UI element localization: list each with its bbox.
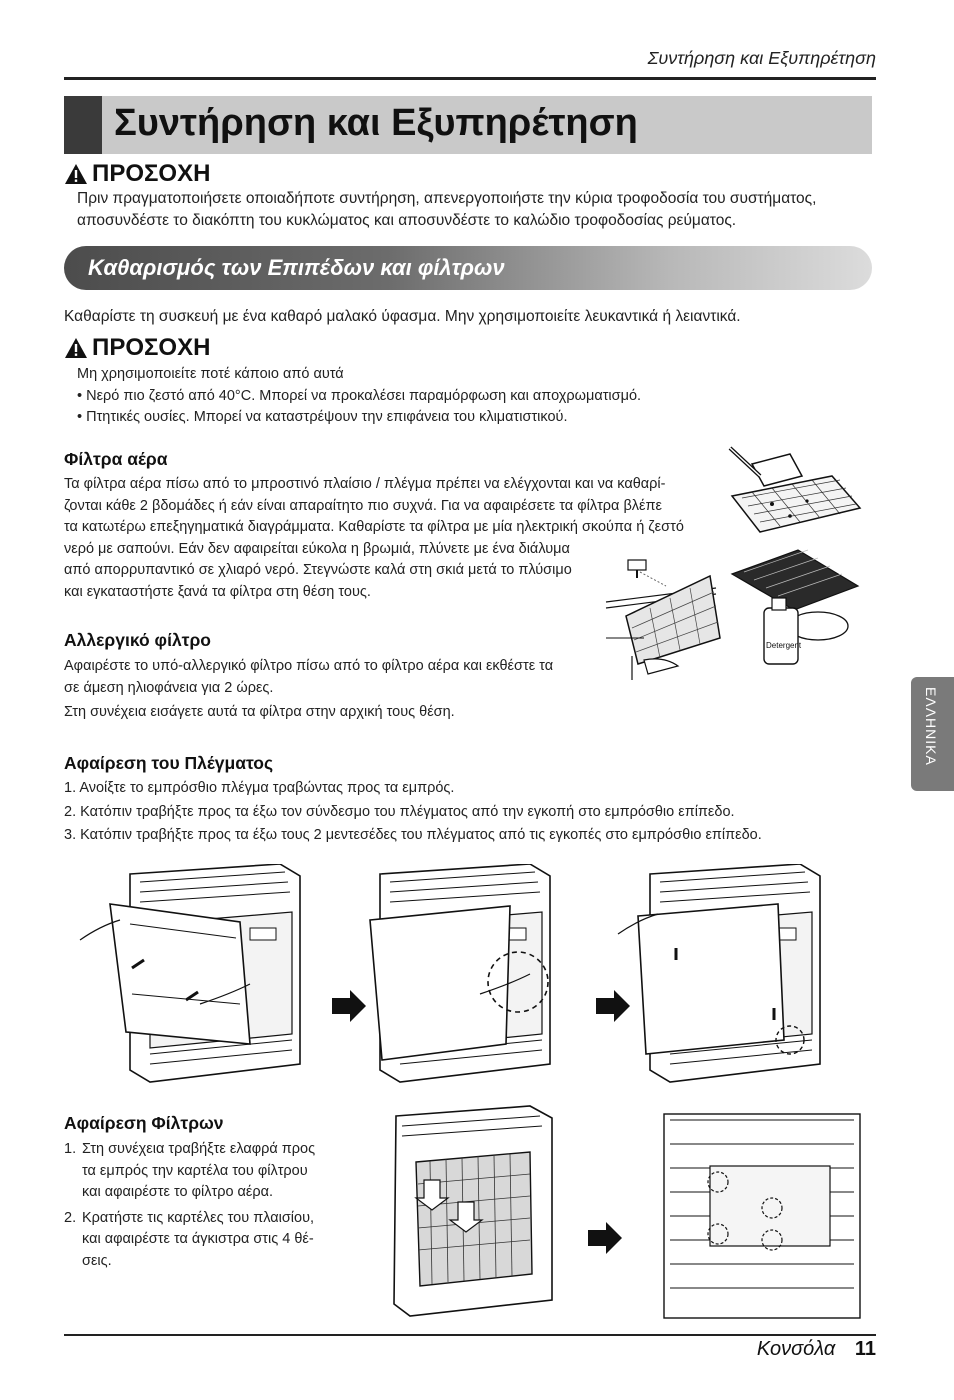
title-accent-block bbox=[64, 96, 102, 154]
caution-1-line: Πριν πραγματοποιήσετε οποιαδήποτε συντήρηση, απενεργοποιήστε την κύρια τροφοδοσία του συστήματος, bbox=[77, 190, 817, 207]
filter-step-line: και αφαιρέστε το φίλτρο αέρα. bbox=[82, 1184, 274, 1200]
caution-1-line: αποσυνδέστε το διακόπτη του κυκλώματος και αποσυνδέστε το καλώδιο τροφοδοσίας ρεύματος. bbox=[77, 212, 737, 229]
next-step-arrow bbox=[596, 990, 630, 1022]
air-filters-line: από απορρυπαντικό σε χλιαρό νερό. Στεγνώστε καλά στη σκιά μετά το πλύσιμο bbox=[64, 562, 572, 578]
footer-section: Κονσόλα bbox=[756, 1338, 836, 1360]
language-tab bbox=[911, 677, 954, 791]
grille-removal-sequence bbox=[70, 864, 870, 1094]
grille-removal-heading: Αφαίρεση του Πλέγματος bbox=[64, 753, 274, 773]
page-footer bbox=[757, 1338, 876, 1361]
air-filters-line: και εγκαταστήστε ξανά τα φίλτρα στη θέση τους. bbox=[64, 583, 371, 600]
running-header: Συντήρηση και Εξυπηρέτηση bbox=[647, 48, 876, 68]
air-filters-line: νερό με σαπούνι. Εάν δεν αφαιρείται εύκολα η βρωμιά, πλύνετε με ένα διάλυμα bbox=[64, 540, 570, 557]
filter-step-number: 2. bbox=[64, 1209, 77, 1226]
allergy-filter-heading: Αλλεργικό φίλτρο bbox=[64, 630, 211, 650]
filter-step bbox=[64, 1208, 364, 1273]
allergy-filter-line: Αφαιρέστε το υπό-αλλεργικό φίλτρο πίσω από το φίλτρο αέρα και εκθέστε τα bbox=[64, 658, 554, 674]
section-intro: Καθαρίστε τη συσκευή με ένα καθαρό μαλακό ύφασμα. Μην χρησιμοποιείτε λευκαντικά ή λειαντικά. bbox=[64, 308, 741, 325]
warning-icon bbox=[64, 337, 88, 359]
page-title: Συντήρηση και Εξυπηρέτηση bbox=[114, 102, 638, 144]
caution-2-line: Μη χρησιμοποιείτε ποτέ κάποιο από αυτά bbox=[77, 366, 344, 382]
detergent-bottle-label: Detergent bbox=[766, 641, 802, 650]
grille-step: 2. Κατόπιν τραβήξτε προς τα έξω τον σύνδεσμο του πλέγματος από την εγκοπή στο εμπρόσθιο επίπεδο. bbox=[64, 803, 735, 820]
next-step-arrow bbox=[332, 990, 366, 1022]
language-tab-label: ΕΛΛΗΝΙΚΑ bbox=[923, 687, 939, 766]
footer-rule bbox=[64, 1334, 876, 1336]
page-number: 11 bbox=[854, 1338, 876, 1360]
air-filters-line: ζονται κάθε 2 βδομάδες ή εάν είναι απαραίτητο πιο συχνά. Για να αφαιρέσετε τα φίλτρα βλέπε bbox=[64, 497, 662, 514]
title-bar bbox=[64, 96, 872, 154]
vacuum-filter-illustration bbox=[712, 446, 862, 544]
filter-step-line: και αφαιρέστε τα άγκιστρα στις 4 θέ- bbox=[82, 1231, 314, 1247]
caution-2-line: • Πτητικές ουσίες. Μπορεί να καταστρέψουν την επιφάνεια του κλιματιστικού. bbox=[77, 409, 568, 425]
allergy-filter-text bbox=[64, 656, 553, 724]
filter-removal-steps bbox=[64, 1139, 364, 1272]
caution-heading-1 bbox=[64, 160, 210, 188]
caution-heading-2 bbox=[64, 334, 210, 362]
header-rule bbox=[64, 77, 876, 80]
caution-label-1: ΠΡΟΣΟΧΗ bbox=[92, 160, 211, 187]
section-header bbox=[64, 246, 872, 290]
filter-step bbox=[64, 1139, 364, 1204]
allergy-filter-line: σε άμεση ηλιοφάνεια για 2 ώρες. bbox=[64, 679, 274, 696]
next-step-arrow bbox=[588, 1222, 622, 1254]
filter-step-text bbox=[82, 1139, 315, 1204]
air-filters-line: Τα φίλτρα αέρα πίσω από το μπροστινό πλαίσιο / πλέγμα πρέπει να ελέγχονται και να καθαρί- bbox=[64, 476, 666, 492]
filter-step-line: Στη συνέχεια τραβήξτε ελαφρά προς bbox=[82, 1141, 316, 1157]
grille-step: 1. Ανοίξτε το εμπρόσθιο πλέγμα τραβώντας προς τα εμπρός. bbox=[64, 780, 455, 796]
caution-label-2: ΠΡΟΣΟΧΗ bbox=[92, 334, 211, 361]
warning-icon bbox=[64, 163, 88, 185]
caution-text-1 bbox=[77, 188, 816, 232]
caution-2-line: • Νερό πιο ζεστό από 40°C. Μπορεί να προκαλέσει παραμόρφωση και αποχρωματισμό. bbox=[77, 387, 642, 404]
washing-filter-illustration bbox=[604, 546, 862, 682]
filter-step-number: 1. bbox=[64, 1141, 77, 1157]
section-title: Καθαρισμός των Επιπέδων και φίλτρων bbox=[88, 255, 505, 280]
filter-step-line: τα εμπρός την καρτέλα του φίλτρου bbox=[82, 1162, 308, 1179]
filter-step-line: σεις. bbox=[82, 1252, 112, 1269]
caution-text-2 bbox=[77, 364, 641, 429]
filter-step-line: Κρατήστε τις καρτέλες του πλαισίου, bbox=[82, 1209, 315, 1226]
filter-step-text bbox=[82, 1208, 314, 1273]
filter-removal-sequence bbox=[380, 1104, 870, 1320]
grille-removal-steps bbox=[64, 778, 762, 847]
grille-step: 3. Κατόπιν τραβήξτε προς τα έξω τους 2 μεντεσέδες του πλέγματος από τις εγκοπές στο εμπρόσθιο επίπεδο. bbox=[64, 827, 762, 843]
air-filters-heading: Φίλτρα αέρα bbox=[64, 449, 168, 469]
filter-removal-heading: Αφαίρεση Φίλτρων bbox=[64, 1113, 224, 1133]
allergy-filter-line: Στη συνέχεια εισάγετε αυτά τα φίλτρα στην αρχική τους θέση. bbox=[64, 704, 455, 720]
air-filters-line: τα κατωτέρω επεξηγηματικά διαγράμματα. Καθαρίστε τα φίλτρα με μία ηλεκτρική σκούπα ή ζεστό bbox=[64, 519, 684, 535]
